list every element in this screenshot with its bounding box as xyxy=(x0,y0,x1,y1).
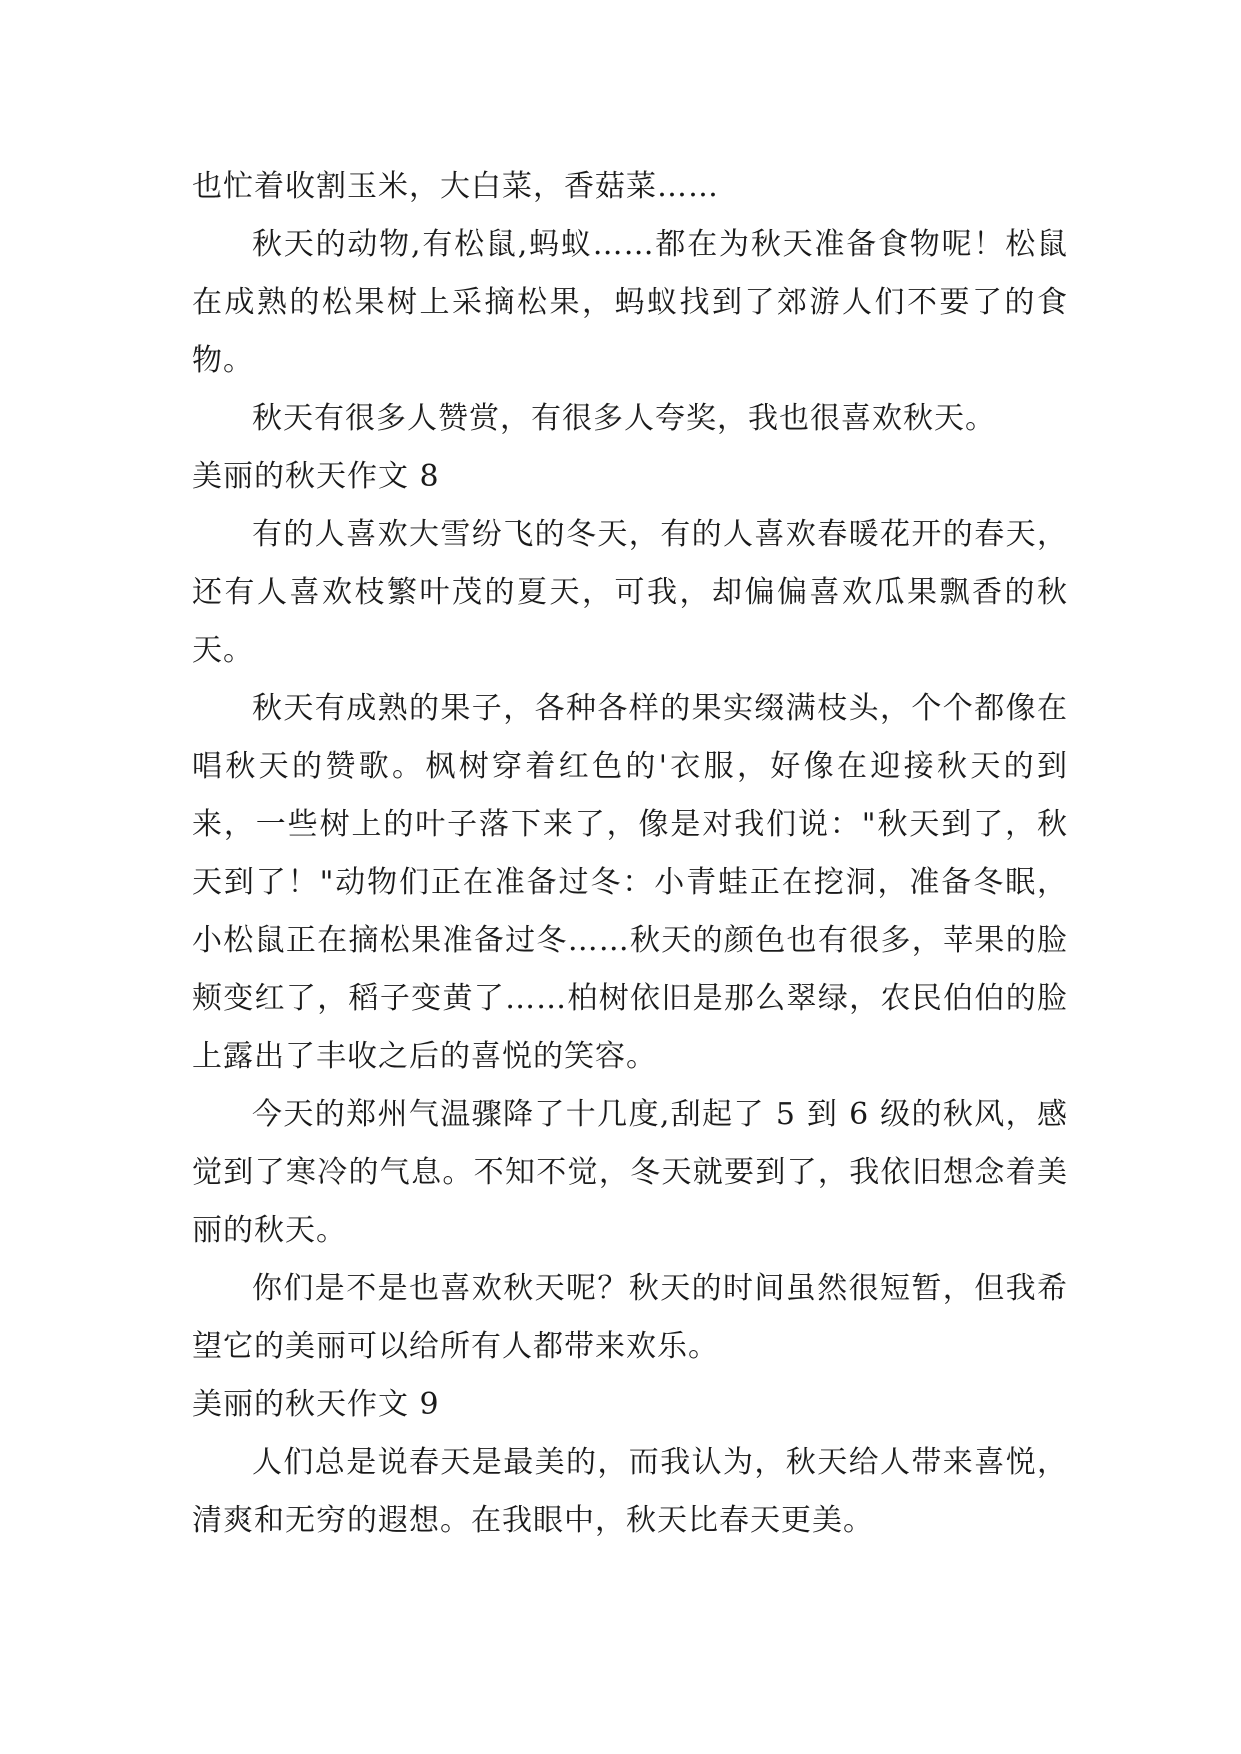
paragraph-do-you-like-autumn: 你们是不是也喜欢秋天呢？秋天的时间虽然很短暂，但我希望它的美丽可以给所有人都带来欢乐。 xyxy=(192,1271,1068,1364)
paragraph-seasons-preference: 有的人喜欢大雪纷飞的冬天，有的人喜欢春暖花开的春天，还有人喜欢枝繁叶茂的夏天，可我，却偏偏喜欢瓜果飘香的秋天。 xyxy=(192,517,1068,668)
document-body xyxy=(192,158,1068,1550)
paragraph-autumn-animals: 秋天的动物,有松鼠,蚂蚁……都在为秋天准备食物呢！松鼠在成熟的松果树上采摘松果，蚂蚁找到了郊游人们不要了的食物。 xyxy=(192,227,1068,378)
essay-heading-9: 美丽的秋天作文 9 xyxy=(192,1387,440,1422)
paragraph-autumn-vs-spring: 人们总是说春天是最美的，而我认为，秋天给人带来喜悦，清爽和无穷的遐想。在我眼中，秋天比春天更美。 xyxy=(192,1445,1068,1538)
paragraph-zhengzhou-weather: 今天的郑州气温骤降了十几度,刮起了 5 到 6 级的秋风，感觉到了寒冷的气息。不知不觉，冬天就要到了，我依旧想念着美丽的秋天。 xyxy=(192,1097,1068,1248)
paragraph-continuation: 也忙着收割玉米，大白菜，香菇菜…… xyxy=(192,169,719,204)
paragraph-autumn-praise: 秋天有很多人赞赏，有很多人夸奖，我也很喜欢秋天。 xyxy=(252,401,996,436)
essay-heading-8: 美丽的秋天作文 8 xyxy=(192,459,440,494)
paragraph-autumn-fruits: 秋天有成熟的果子，各种各样的果实缀满枝头，个个都像在唱秋天的赞歌。枫树穿着红色的'衣服，好像在迎接秋天的到来，一些树上的叶子落下来了，像是对我们说："秋天到了，秋天到了！"动物们正在准备过冬：小青蛙正在挖洞，准备冬眠，小松鼠正在摘松果准备过冬……秋天的颜色也有很多，苹果的脸颊变红了，稻子变黄了……柏树依旧是那么翠绿，农民伯伯的脸上露出了丰收之后的喜悦的笑容。 xyxy=(192,691,1068,1074)
